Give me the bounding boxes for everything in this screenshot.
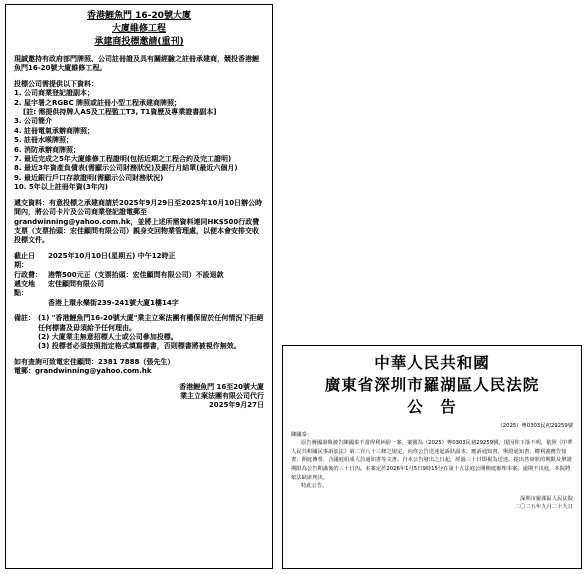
court-signature: 深圳市羅湖區人民法院 — [520, 495, 573, 502]
deadline-label: 截止日期： — [14, 251, 35, 270]
admin-fee-value: 港幣500元正（支票抬頭：宏佳顧問有限公司）不設退款 — [48, 270, 224, 279]
remark-item: (1) "香港鯉魚門16-20號大廈"業主立案法團有權保留於任何情況下拒絕任何標書及毋須給予任何理由。 — [38, 314, 264, 332]
remark-item: (3) 投標者必須按照指定格式填寫標書，否則標書將被視作無效。 — [38, 342, 241, 351]
docs-list-item: 10. 5年以上註冊年資(3年內) — [14, 183, 108, 192]
docs-list — [14, 89, 264, 192]
deadline-row — [14, 252, 264, 271]
contact-phone: 如有查詢可致電宏佳顧問：2381 7888（張先生） — [14, 357, 175, 366]
notice-date: 2025年9月27日 — [208, 401, 264, 410]
remark-item: (2) 大廈業主無意招標人士或公司參加投標。 — [38, 332, 178, 341]
docs-list-item: 6. 消防承辦商牌照； — [14, 145, 80, 154]
docs-list-item: 2. 屋宇署之RGBC 牌照或註冊小型工程承建商牌照； — [14, 98, 182, 107]
notice-subtitle: 大廈維修工程 — [111, 24, 166, 34]
notice-heading: 承建商投標邀請(重刊) — [94, 37, 184, 47]
submit-location-value: 宏佳顧問有限公司 — [48, 279, 104, 288]
remarks-label: 備註： — [14, 314, 35, 323]
submit-location-label: 遞交地點： — [14, 279, 35, 298]
submit-address-value: 香港上環永樂街239-241號大廈1樓14字 — [48, 298, 179, 307]
court-notice-closing: 特此公告。 — [301, 483, 328, 490]
deadline-value: 2025年10月10日(星期五) 中午12時正 — [48, 251, 176, 260]
signature-line-2: 業主立案法團有限公司代行 — [180, 392, 264, 400]
announcement-heading: 公 告 — [407, 397, 457, 416]
docs-list-item: 7. 最近完成之5年大廈維修工程證明(包括近期之工程合約及完工證明) — [14, 155, 232, 164]
remarks-list — [38, 314, 264, 352]
court-name: 廣東省深圳市羅湖區人民法院 — [324, 375, 540, 394]
docs-list-item: 1. 公司商業登記證副本； — [14, 89, 94, 98]
court-notice-date: 二〇二五年九月二十九日 — [514, 504, 573, 511]
docs-list-item: 8. 最近3年資產負債表(需顯示公司財務狀況)及銀行月結單(最近六個月) — [14, 164, 238, 173]
docs-heading: 投標公司需提供以下資料： — [14, 79, 98, 88]
tender-notice — [5, 4, 273, 569]
docs-list-note: [註: 需提供持牌人AS及工程監工T3, T1資歷及專業證書副本] — [23, 108, 217, 117]
notice-title: 香港鯉魚門 16-20號大廈 — [87, 11, 191, 21]
admin-fee-label: 行政費： — [14, 270, 42, 279]
docs-list-item: 9. 最近銀行戶口存款證明(需顯示公司財務狀況) — [14, 173, 164, 182]
submit-location-row — [14, 280, 264, 299]
court-notice — [282, 345, 582, 569]
submit-address-label — [14, 299, 48, 308]
docs-list-item: 4. 註冊電氣承辦商牌照； — [14, 126, 94, 135]
docs-list-item: 3. 公司簡介 — [14, 117, 52, 126]
remarks-block — [14, 314, 264, 352]
intro-paragraph: 現誠邀持有政府部門牌照、公司註冊證及具有關經驗之註冊承建商，競投香港鯉魚門16-20號大廈維修工程。 — [14, 55, 259, 73]
submit-address-row — [14, 299, 264, 308]
court-notice-title: 中華人民共和國 — [374, 353, 490, 372]
submission-paragraph: 遞交資料：有意投標之承建商請於2025年9月29日至2025年10月10日辦公時間內，將公司卡片及公司商業登記證電郵至grandwinning@yahoo.com.hk，並將上述所需資料連同HK$500行政費支票（支票抬頭：宏佳顧問有限公司）親身交回物業管理處，以便本會安排交收投標文件。 — [14, 198, 263, 245]
signature-line-1: 香港鯉魚門 16至20號大廈 — [179, 382, 264, 391]
contact-email: 電郵：grandwinning@yahoo.com.hk — [14, 367, 152, 376]
court-notice-body: 原告蔣國壽與被告陳國泰不當得利糾紛一案，案號為（2025）粵0303民初29259號，現因你下落不明，依照《中華人民共和國民事訴訟法》第二百八十三條之規定，向你公告送達起訴狀副本、應訴通知書、舉證通知書、權利義務告知書、開庭傳票、合議庭組成人員通知書等文書。自本公告發出之日起，經過三十日即視為送達。提出答辯狀的期限及舉證期限為公告期滿後的三十日內。本案定於2026年1月5日9時15分在第十五法庭公開開庭審理本案。逾期不出庭，本院將依法缺席判決。 — [291, 440, 573, 481]
addressee: 陳國泰： — [291, 431, 313, 438]
docs-list-item: 5. 註冊水喉牌照； — [14, 136, 73, 145]
admin-fee-row — [14, 271, 264, 280]
case-number: （2025）粵0303民初29259號 — [497, 423, 573, 429]
